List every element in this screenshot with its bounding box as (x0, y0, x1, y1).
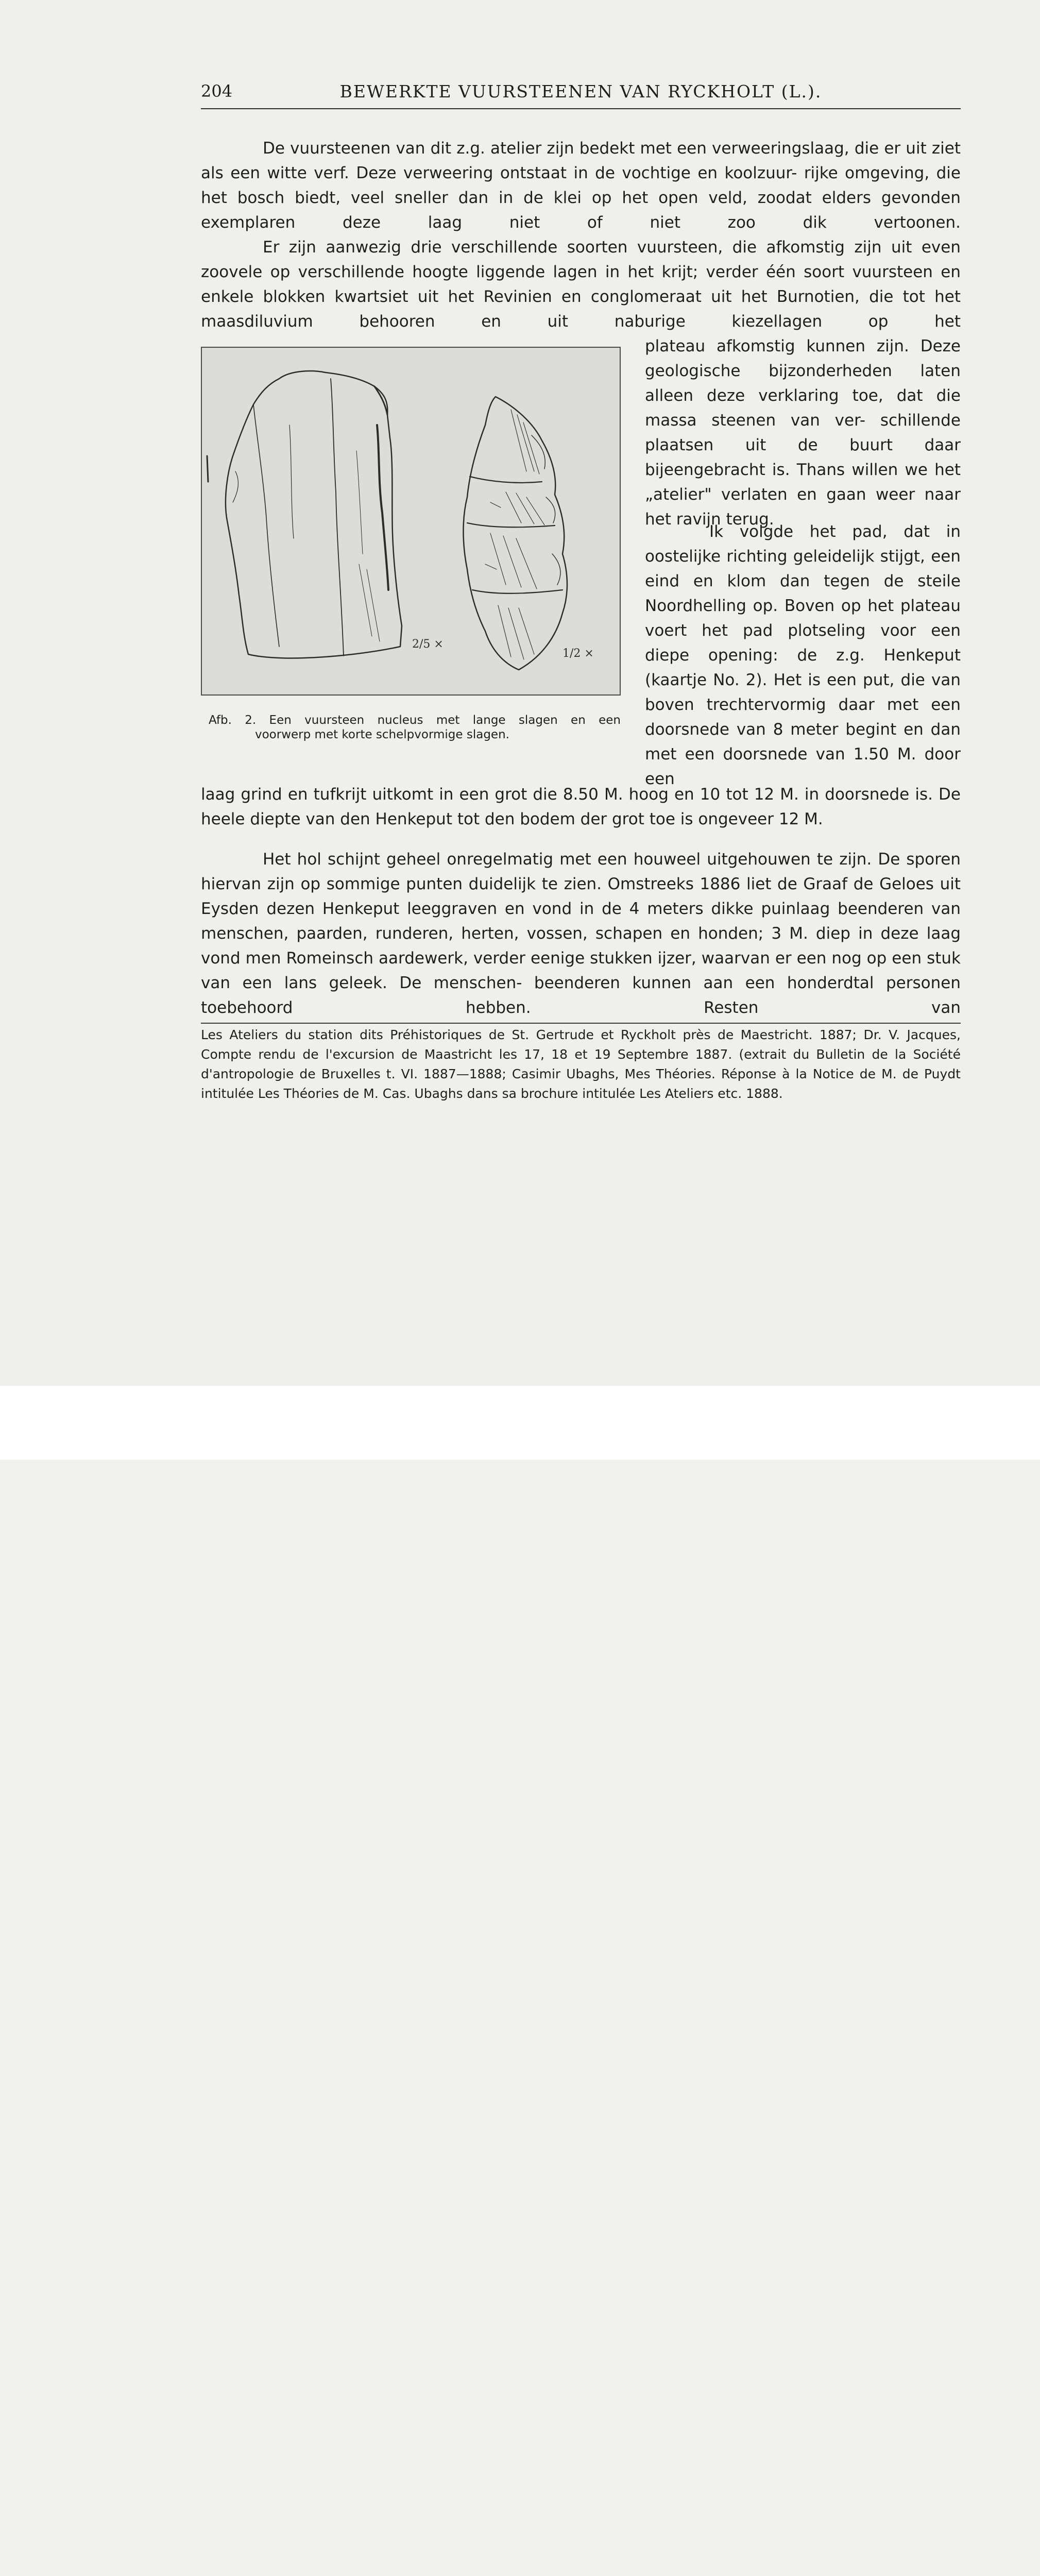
shell-flake-object-drawing (464, 397, 568, 670)
scale-label-left: 2/5 × (412, 638, 444, 651)
footnote: Les Ateliers du station dits Préhistoriques de St. Gertrude et Ryckholt près de Maestricht. 1887; Dr. V. Jacques, Compte rendu de l'excursion de Maastricht les 17, 18 et 19 Septembre 1887. (extrait du Bulletin de la Société d'antropologie de Bruxelles t. VI. 1887—1888; Casimir Ubaghs, Mes Théories. Réponse à la Notice de M. de Puydt intitulée Les Théories de M. Cas. Ubaghs dans sa brochure intitulée Les Ateliers etc. 1888. (201, 1027, 961, 1101)
nucleus-drawing (207, 371, 402, 658)
paragraph-3-side: Ik volgde het pad, dat in oostelijke richting geleidelijk stijgt, een eind en klom dan tegen de steile Noordhelling op. Boven op het plateau voert het pad plotseling voor een diepe opening: de z.g. Henkeput (kaartje No. 2). Het is een put, die van boven trechtervormig daar met een doorsnede van 8 meter begint en dan met een doorsnede van 1.50 M. door een (645, 522, 961, 788)
running-title: BEWERKTE VUURSTEENEN VAN RYCKHOLT (L.). (339, 81, 822, 101)
scale-label-right: 1/2 × (562, 647, 594, 660)
figure-illustration (201, 347, 621, 696)
paragraph-2-top: Er zijn aanwezig drie verschillende soorten vuursteen, die afkomstig zijn uit even zoovele op verschillende hoogte liggende lagen in het krijt; verder één soort vuursteen en enkele blokken kwartsiet uit het Revinien en conglomeraat uit het Burnotien, die tot het maasdiluvium behooren en uit naburige kiezellagen op het (201, 238, 961, 331)
footnote-rule (201, 1023, 961, 1024)
paragraph-2-side: plateau afkomstig kunnen zijn. Deze geologische bijzonderheden laten alleen deze verklaring toe, dat die massa steenen van ver- schillende plaatsen uit de buurt daar bijeengebracht is. Thans willen we het „atelier" verlaten en gaan weer naar het ravijn terug. (645, 337, 961, 529)
flint-drawings (202, 348, 622, 697)
header-rule (201, 108, 961, 109)
page-number: 204 (201, 81, 233, 101)
paragraph-3-bottom: laag grind en tufkrijt uitkomt in een grot die 8.50 M. hoog en 10 tot 12 M. in doorsnede is. De heele diepte van den Henkeput tot den bodem der grot toe is ongeveer 12 M. (201, 785, 961, 828)
paragraph-4: Het hol schijnt geheel onregelmatig met een houweel uitgehouwen te zijn. De sporen hiervan zijn op sommige punten duidelijk te zien. Omstreeks 1886 liet de Graaf de Geloes uit Eysden dezen Henkeput leeggraven en vond in de 4 meters dikke puinlaag beenderen van menschen, paarden, runderen, herten, vossen, schapen en honden; 3 M. diep in deze laag vond men Romeinsch aardewerk, verder eenige stukken ijzer, waarvan er een nog op een stuk van een lans geleek. De menschen- beenderen kunnen aan een honderdtal personen toebehoord hebben. Resten van (201, 850, 961, 1017)
running-header (201, 81, 961, 107)
figure-caption (209, 713, 621, 742)
caption-line-2: voorwerp met korte schelpvormige slagen. (255, 728, 509, 741)
caption-line-1: Afb. 2. Een vuursteen nucleus met lange slagen en een (209, 714, 621, 727)
digitization-footer (0, 1386, 1040, 1460)
paragraph-1: De vuursteenen van dit z.g. atelier zijn bedekt met een verweeringslaag, die er uit ziet als een witte verf. Deze verweering ontstaat in de vochtige en koolzuur- rijke omgeving, die het bosch biedt, veel sneller dan in de klei op het open veld, zoodat elders gevonden exemplaren deze laag niet of niet zoo dik vertoonen. (201, 139, 961, 232)
